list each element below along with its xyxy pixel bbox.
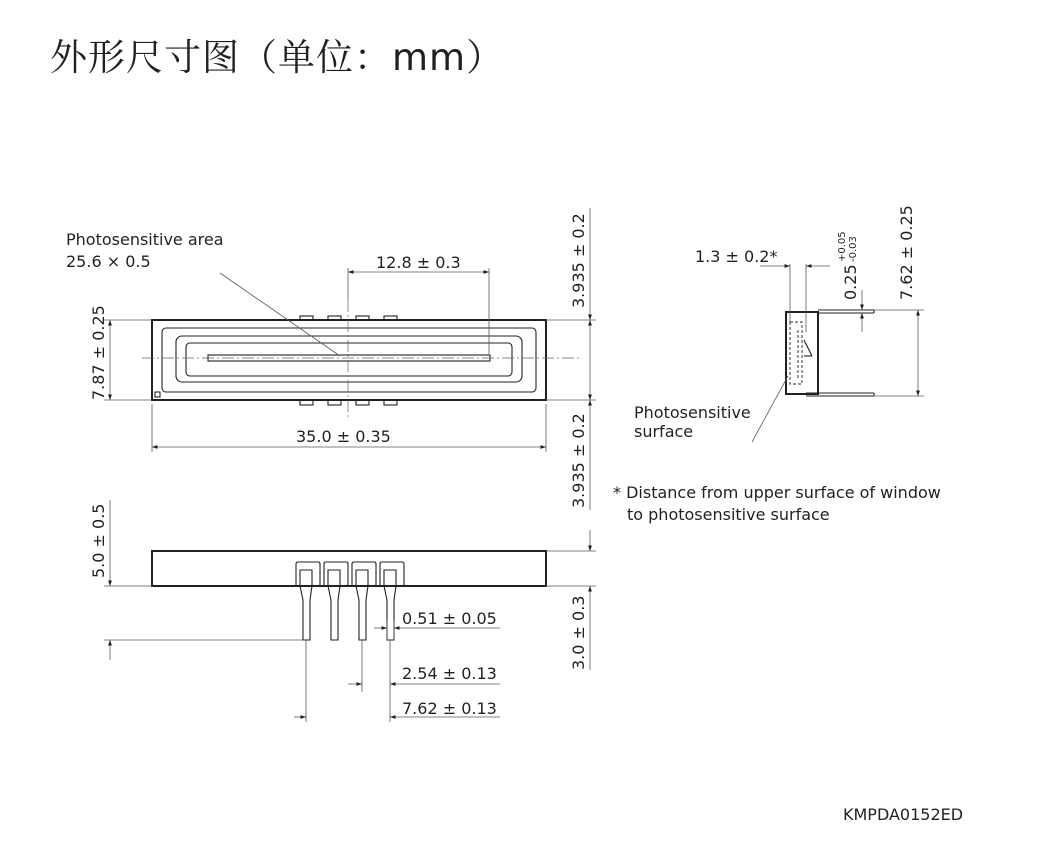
dim-35-0: 35.0 ± 0.35 [296, 427, 391, 446]
footnote-line-2: to photosensitive surface [627, 505, 830, 524]
dim-2-54: 2.54 ± 0.13 [402, 664, 497, 683]
dim-7-62-pitch: 7.62 ± 0.13 [402, 699, 497, 718]
footnote-line-1: * Distance from upper surface of window [613, 483, 941, 502]
dim-1-3: 1.3 ± 0.2* [695, 247, 778, 266]
top-view [104, 208, 596, 510]
front-view [104, 500, 596, 722]
photosensitive-area-size: 25.6 × 0.5 [66, 252, 151, 271]
drawing-code: KMPDA0152ED [843, 805, 964, 824]
index-mark [155, 392, 160, 397]
dim-0-51: 0.51 ± 0.05 [402, 609, 497, 628]
photosensitive-area-label: Photosensitive area [66, 230, 224, 249]
dim-0-25-tol-plus: +0.05 [837, 231, 848, 262]
photosensitive-surface-label-2: surface [634, 422, 694, 441]
dim-5-0: 5.0 ± 0.5 [89, 503, 108, 578]
dim-3-935-top: 3.935 ± 0.2 [569, 213, 588, 308]
dim-0-25-tol-minus: -0.03 [848, 236, 859, 262]
dim-3-935-bottom: 3.935 ± 0.2 [569, 413, 588, 508]
dim-12-8: 12.8 ± 0.3 [376, 253, 461, 272]
photosensitive-surface-label: Photosensitive [634, 403, 751, 422]
dim-3-0: 3.0 ± 0.3 [569, 595, 588, 670]
package-body [152, 320, 546, 400]
dim-7-62-side: 7.62 ± 0.25 [897, 205, 916, 300]
dim-7-87: 7.87 ± 0.25 [89, 305, 108, 400]
front-body [152, 551, 546, 586]
page-title: 外形尺寸图（单位：mm） [50, 36, 505, 79]
dim-0-25: 0.25 [841, 264, 860, 300]
